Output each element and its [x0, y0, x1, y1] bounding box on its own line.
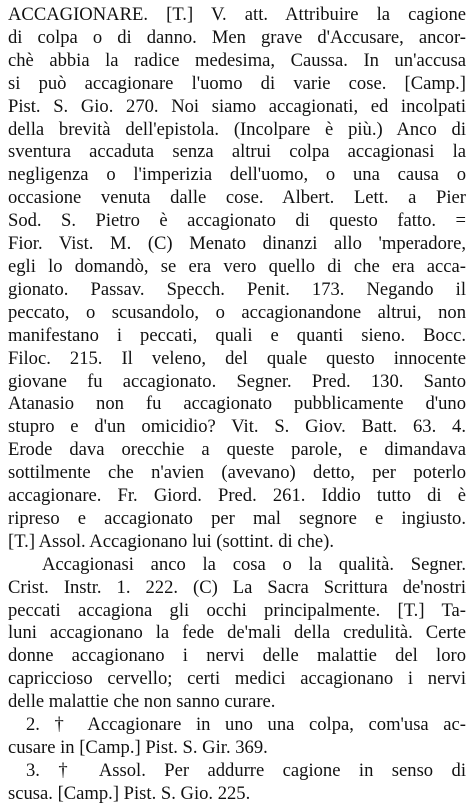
text-line: Atanasio non fu accagionato pubblicamente d'uno — [8, 393, 466, 415]
text-line: si può accagionare l'uomo di varie cose. [Camp.] — [8, 72, 466, 94]
text-line: scusa. [Camp.] Pist. S. Gio. 225. — [8, 782, 251, 804]
text-line: luni accagionano la fede de'mali della credulità. Certe — [8, 622, 466, 644]
text-line: peccato, o scusandolo, o accagionandone altrui, non — [8, 301, 466, 323]
text-line: Sod. S. Pietro è accagionato di questo fatto. = — [8, 210, 466, 232]
text-line: ACCAGIONARE. [T.] V. att. Attribuire la cagione — [8, 4, 466, 25]
text-line: ripreso e accagionato per mal segnore e ingiusto. — [8, 507, 466, 529]
text-line: donne accagionano i nervi delle malattie del loro — [8, 645, 466, 667]
text-line: sottilmente che n'avien (avevano) detto, per poterlo — [8, 462, 466, 484]
text-line: peccati accagiona gli occhi principalmente. [T.] Ta- — [8, 599, 466, 621]
text-line: chè abbia la radice medesima, Caussa. In un'accusa — [8, 49, 466, 71]
text-line: egli lo domandò, se era vero quello di che era acca- — [8, 255, 466, 277]
text-line: Crist. Instr. 1. 222. (C) La Sacra Scrittura de'nostri — [8, 576, 466, 598]
text-line: negligenza o l'imperizia dell'uomo, o una causa o — [8, 164, 466, 186]
entry-accagionare — [8, 4, 466, 806]
text-line: sventura accaduta senza altrui colpa accagionasi la — [8, 141, 466, 163]
text-line: Erode dava orecchie a queste parole, e dimandava — [8, 439, 466, 461]
text-line: Fior. Vist. M. (C) Menato dinanzi allo 'mperadore, — [8, 233, 466, 255]
text-line: della brevità dell'epistola. (Incolpare è più.) Anco di — [8, 118, 466, 140]
text-line: Pist. S. Gio. 270. Noi siamo accagionati, ed incolpati — [8, 95, 466, 117]
sense-3-line: 3. † Assol. Per addurre cagione in senso di — [26, 759, 466, 781]
text-line: manifestano i peccati, quali e quanti sieno. Bocc. — [8, 324, 466, 346]
sense-2-line: 2. † Accagionare in uno una colpa, com'usa ac- — [26, 714, 466, 736]
text-line: Filoc. 215. Il veleno, del quale questo innocente — [8, 347, 466, 369]
text-line: Accagionasi anco la cosa o la qualità. Segner. — [42, 553, 466, 575]
text-line: di colpa o di danno. Men grave d'Accusare, ancor- — [8, 26, 466, 48]
text-line: capriccioso cervello; certi medici accagionano i nervi — [8, 668, 466, 690]
text-line: cusare in [Camp.] Pist. S. Gir. 369. — [8, 737, 268, 758]
text-line: stupro e d'un omicidio? Vit. S. Giov. Batt. 63. 4. — [8, 416, 466, 438]
text-line: accagionare. Fr. Giord. Pred. 261. Iddio tutto di è — [8, 485, 466, 507]
text-line: giovane fu accagionato. Segner. Pred. 130. Santo — [8, 370, 466, 392]
text-line: [T.] Assol. Accagionano lui (sottint. di che). — [8, 530, 335, 552]
text-line: gionato. Passav. Specch. Penit. 173. Negando il — [8, 278, 466, 300]
text-line: delle malattie che non sanno curare. — [8, 691, 276, 713]
text-line: occasione venuta dalle cose. Albert. Lett. a Pier — [8, 187, 466, 209]
